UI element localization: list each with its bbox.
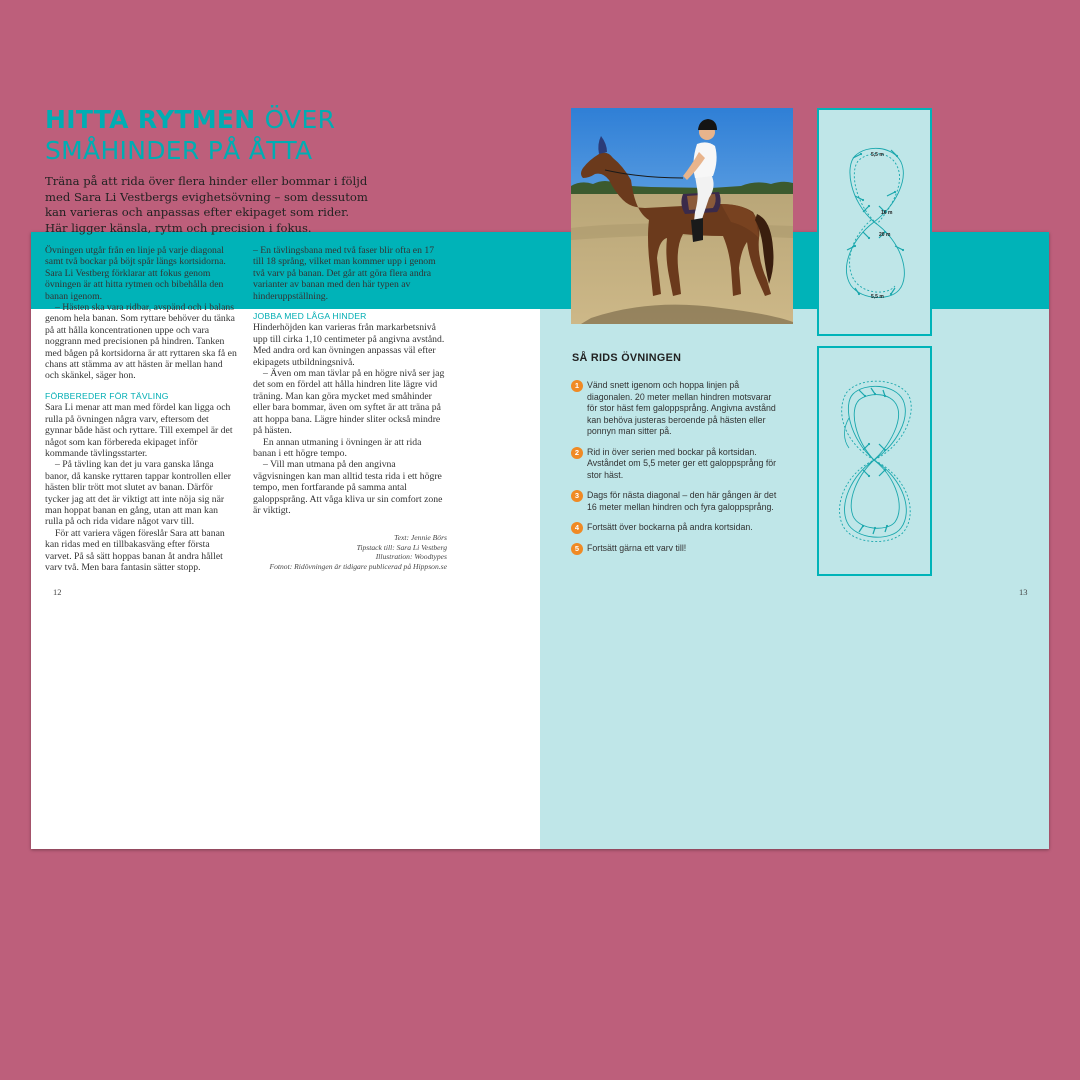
label-bottom-distance: 5,5 m (871, 294, 884, 300)
body-paragraph: – En tävlingsbana med två faser blir ofta en 17 till 18 språng, vilket man kommer upp i genom två varv på banan. Det går att göra flera andra varianter av banan med den här typen av hinderuppställning. (253, 245, 436, 302)
body-paragraph: – Hästen ska vara ridbar, avspänd och i balans genom hela banan. Som ryttare behöver du tänka på att hålla koncentrationen uppe och vara noggrann med precisionen på hindren. Tanken med bågen på kortsidorna är att ryttaren ska få en chans att stämma av att hästen är mellan hand och skänkel, säger hon. (45, 302, 237, 382)
article-credits (253, 533, 447, 571)
article-column-1 (45, 245, 237, 573)
label-top-distance: 5,5 m (871, 152, 884, 158)
label-20m: 20 m (879, 232, 891, 238)
figure-eight-paths-diagram (819, 348, 930, 574)
credit-line: Illustration: Woodtypes (375, 552, 447, 562)
body-paragraph: För att variera vägen föreslår Sara att banan kan ridas med en tillbakasväng efter första varvet. På så sätt hoppas banan åt andra hållet varv två. Men bara fantasin sätter stopp. (45, 527, 225, 573)
title-bold: HITTA RYTMEN (45, 105, 256, 134)
figure-eight-diagram (819, 110, 930, 334)
howto-step (571, 543, 781, 555)
course-diagram-measured (817, 108, 932, 336)
page-number-right: 13 (1019, 587, 1028, 597)
body-paragraph: – Även om man tävlar på en högre nivå ser jag det som en fördel att hålla hindren lite lägre vid träning. Man kan göra mycket med småhinder eller bara bommar, även om syftet är att träna på att hoppa bana. Lägre hinder sliter också mindre på hästen. (253, 368, 445, 437)
step-text: Vänd snett igenom och hoppa linjen på diagonalen. 20 meter mellan hindren motsvarar för stor häst fem galoppsprång. Angivna avstånd kan behöva justeras beroende på hästen eller ponnyn man sitter på. (587, 380, 776, 436)
horse-rider-illustration (571, 108, 793, 324)
body-paragraph: – Vill man utmana på den angivna vägvisningen kan man alltid testa rida i ett högre tempo, men fortfarande på samma antal galoppsprång. Att våga kliva ur sin comfort zone är viktigt. (253, 459, 443, 516)
section-subheading: FÖRBEREDER FÖR TÄVLING (45, 390, 169, 401)
howto-step (571, 490, 781, 513)
step-number-badge: 5 (571, 543, 583, 555)
horse-rider-photo (571, 108, 793, 324)
credit-line: Tipstack till: Sara Li Vestberg (356, 542, 447, 552)
page-number-left: 12 (53, 587, 62, 597)
article-title (45, 104, 465, 166)
step-text: Rid in över serien med bockar på kortsidan. Avståndet om 5,5 meter ger ett galoppsprång för stor häst. (587, 446, 777, 480)
credit-line: Fotnot: Ridövningen är tidigare publicerad på Hippson.se (269, 561, 447, 571)
body-paragraph: Övningen utgår från en linje på varje diagonal samt två bockar på böjt spår längs kortsidorna. Sara Li Vestberg förklarar att fokus genom övningen är att hitta rytmen och bibehålla den banan igenom. (45, 245, 226, 302)
step-number-badge: 1 (571, 380, 583, 392)
article-column-2 (253, 245, 445, 516)
title-light-2: SMÅHINDER PÅ ÅTTA (45, 136, 313, 165)
article-lead: Träna på att rida över flera hinder eller bommar i följd med Sara Li Vestbergs evighetsövning – som dessutom kan varieras och anpassas efter ekipaget som rider. Här ligger känsla, rytm och precision i fokus. (45, 174, 368, 235)
howto-step (571, 522, 781, 534)
step-number-badge: 4 (571, 522, 583, 534)
course-diagram-paths (817, 346, 932, 576)
step-text: Fortsätt gärna ett varv till! (587, 543, 687, 553)
howto-steps-list (571, 380, 781, 564)
step-text: Dags för nästa diagonal – den här gången är det 16 meter mellan hindren och fyra galoppsprång. (587, 490, 777, 512)
section-subheading: JOBBA MED LÅGA HINDER (253, 311, 367, 322)
label-16m: 16 m (881, 210, 893, 216)
step-number-badge: 2 (571, 447, 583, 459)
howto-step (571, 380, 781, 438)
body-paragraph: Hinderhöjden kan varieras från markarbetsnivå upp till cirka 1,10 centimeter på angivna avstånd. Med andra ord kan övningen anpassas väl efter ekipagets utbildningsnivå. (253, 322, 445, 368)
howto-title: SÅ RIDS ÖVNINGEN (572, 352, 682, 364)
howto-step (571, 447, 781, 482)
title-light-1: ÖVER (264, 105, 336, 134)
credit-line: Text: Jennie Börs (394, 533, 447, 542)
body-paragraph: – På tävling kan det ju vara ganska långa banor, då kanske ryttaren tappar kontrollen eller hästen blir trött mot slutet av banan. Därför tycker jag att det är viktigt att inte nöja sig när man hoppat banan en gång, utan att man kan rulla på och rida vidare något varv till. (45, 459, 232, 528)
body-paragraph: En annan utmaning i övningen är att rida banan i ett högre tempo. (253, 436, 422, 459)
step-number-badge: 3 (571, 490, 583, 502)
step-text: Fortsätt över bockarna på andra kortsidan. (587, 522, 753, 532)
body-paragraph: Sara Li menar att man med fördel kan ligga och rulla på övningen några varv, eftersom det gynnar både häst och ryttare. Till exempel är det något som kan förbereda ekipaget inför kommande tävlingsstarter. (45, 402, 233, 459)
